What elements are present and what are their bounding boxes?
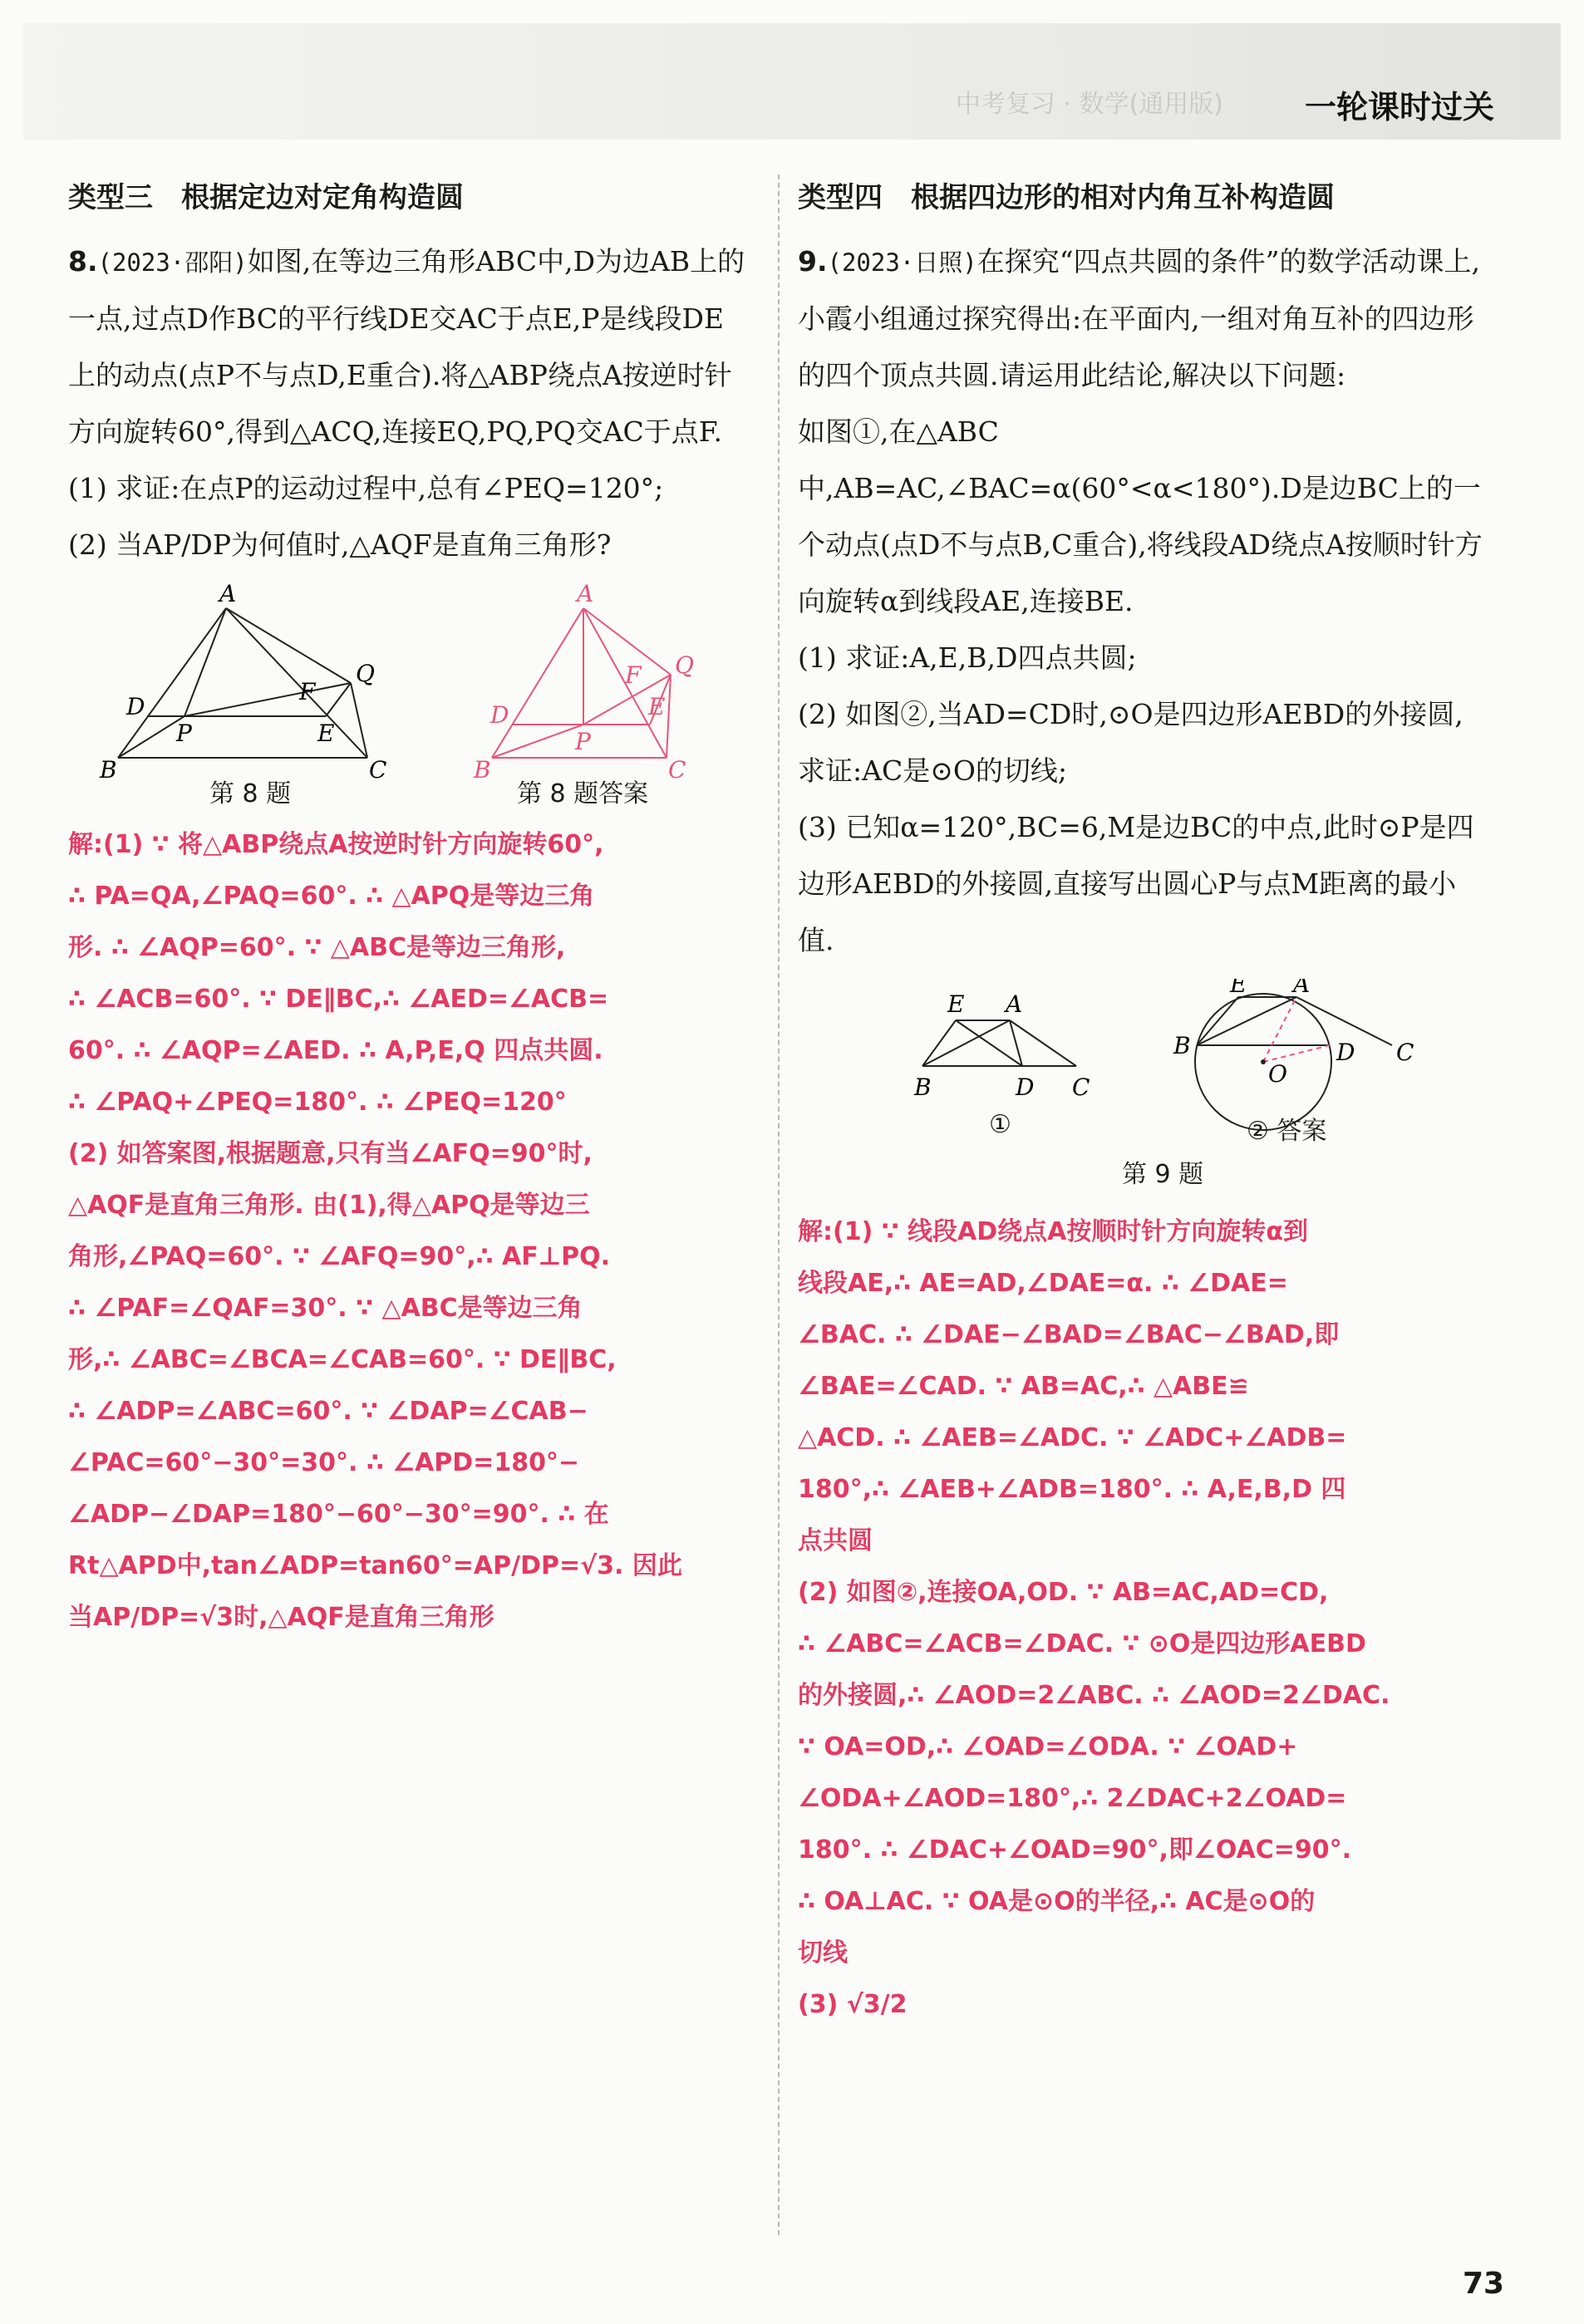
solution-line: (2) 如答案图,根据题意,只有当∠AFQ=90°时, — [68, 1139, 593, 1168]
label-E-fig1: E — [947, 990, 965, 1018]
label-A-answer: A — [577, 583, 594, 607]
solution-line: △ACD. ∴ ∠AEB=∠ADC. ∵ ∠ADC+∠ADB= — [798, 1423, 1347, 1452]
solution-line: ∴ ∠PAF=∠QAF=30°. ∵ △ABC是等边三角 — [68, 1294, 583, 1323]
question-9-figures — [798, 979, 1489, 1195]
solution-line: 180°,∴ ∠AEB+∠ADB=180°. ∴ A,E,B,D 四 — [798, 1475, 1346, 1504]
solution-line: ∴ ∠ADP=∠ABC=60°. ∵ ∠DAP=∠CAB− — [68, 1397, 588, 1426]
question-stem: 如图,在等边三角形ABC中,D为边AB上的一点,过点D作BC的平行线DE交AC于点E,P是线段DE上的动点(点P不与点D,E重合).将△ABP绕点A按逆时针方向旋转60°,得到△ACQ,连接EQ,PQ,PQ交AC于点F. — [68, 245, 745, 448]
figure-9-caption: 第 9 题 — [1122, 1160, 1204, 1189]
label-D-fig1: D — [1016, 1074, 1035, 1101]
question-number: 8. — [68, 245, 98, 278]
label-P: P — [176, 720, 192, 747]
question-part-1: (1) 求证:A,E,B,D四点共圆; — [798, 641, 1137, 674]
question-part-1: (1) 求证:在点P的运动过程中,总有∠PEQ=120°; — [68, 472, 664, 504]
label-C-fig2: C — [1396, 1039, 1414, 1066]
solution-line: 解:(1) ∵ 将△ABP绕点A按逆时针方向旋转60°, — [68, 830, 604, 859]
column-divider — [778, 174, 780, 2235]
question-stem-2: 如图①,在△ABC中,AB=AC,∠BAC=α(60°<α<180°).D是边BC上的一个动点(点D不与点B,C重合),将线段AD绕点A按顺时针方向旋转α到线段AE,连接BE. — [798, 415, 1483, 617]
question-part-2: (2) 如图②,当AD=CD时,⊙O是四边形AEBD的外接圆,求证:AC是⊙O的切线; — [798, 698, 1463, 787]
solution-line: ∠BAC. ∴ ∠DAE−∠BAD=∠BAC−∠BAD,即 — [798, 1320, 1340, 1349]
figure-9-diagrams — [798, 979, 1489, 1153]
label-E-answer: E — [648, 693, 666, 720]
question-source: (2023·邵阳) — [97, 248, 248, 277]
type-tag: 类型四 — [798, 181, 883, 214]
label-D-fig2: D — [1336, 1039, 1355, 1066]
solution-line: Rt△APD中,tan∠ADP=tan60°=AP/DP=√3. 因此 — [68, 1551, 682, 1580]
type-title: 根据四边形的相对内角互补构造圆 — [911, 181, 1335, 214]
question-8 — [68, 233, 751, 573]
solution-line: 点共圆 — [798, 1526, 873, 1555]
solution-line: ∵ OA=OD,∴ ∠OAD=∠ODA. ∵ ∠OAD+ — [798, 1732, 1298, 1761]
solution-line: ∠PAC=60°−30°=30°. ∴ ∠APD=180°− — [68, 1448, 580, 1477]
question-9 — [798, 233, 1489, 969]
header-faint-text: 中考复习 · 数学(通用版) — [956, 90, 1224, 119]
solution-line: 当AP/DP=√3时,△AQF是直角三角形 — [68, 1603, 494, 1632]
solution-line: 线段AE,∴ AE=AD,∠DAE=α. ∴ ∠DAE= — [798, 1269, 1288, 1298]
solution-line: 形. ∴ ∠AQP=60°. ∵ △ABC是等边三角形, — [68, 933, 566, 962]
label-C-fig1: C — [1072, 1074, 1090, 1101]
label-E: E — [317, 720, 335, 747]
question-source: (2023·日照) — [827, 248, 977, 277]
question-8-figures — [68, 583, 751, 808]
solution-line: ∴ ∠ACB=60°. ∵ DE∥BC,∴ ∠AED=∠ACB= — [68, 985, 609, 1014]
label-P-answer: P — [575, 728, 591, 755]
solution-9 — [798, 1206, 1489, 2031]
solution-line: 的外接圆,∴ ∠AOD=2∠ABC. ∴ ∠AOD=2∠DAC. — [798, 1681, 1390, 1710]
label-Q-answer: Q — [675, 651, 694, 679]
label-E-fig2: E — [1230, 979, 1247, 998]
solution-line: ∠ADP−∠DAP=180°−60°−30°=90°. ∴ 在 — [68, 1500, 609, 1529]
label-B-fig2: B — [1173, 1032, 1191, 1059]
solution-line: ∠ODA+∠AOD=180°,∴ 2∠DAC+2∠OAD= — [798, 1784, 1347, 1813]
solution-8 — [68, 819, 751, 1644]
label-C: C — [369, 756, 387, 784]
figure-9-two-caption: ② 答案 — [1247, 1117, 1327, 1146]
solution-line: 角形,∠PAQ=60°. ∵ ∠AFQ=90°,∴ AF⊥PQ. — [68, 1242, 611, 1271]
figure-9-one-caption: ① — [989, 1110, 1011, 1139]
type-three-heading — [68, 174, 751, 215]
question-part-2: (2) 当AP/DP为何值时,△AQF是直角三角形? — [68, 528, 612, 561]
left-column — [68, 174, 751, 1644]
label-A: A — [219, 583, 237, 607]
label-B: B — [100, 756, 117, 784]
solution-line: ∴ ∠ABC=∠ACB=∠DAC. ∵ ⊙O是四边形AEBD — [798, 1629, 1366, 1658]
figure-8-diagrams — [68, 583, 751, 808]
solution-line: 60°. ∴ ∠AQP=∠AED. ∴ A,P,E,Q 四点共圆. — [68, 1036, 603, 1065]
type-title: 根据定边对定角构造圆 — [181, 181, 464, 214]
figure-8-answer-caption: 第 8 题答案 — [517, 779, 649, 808]
solution-line: 切线 — [798, 1938, 848, 1968]
label-C-answer: C — [668, 756, 686, 784]
label-Q: Q — [356, 660, 375, 687]
solution-line: △AQF是直角三角形. 由(1),得△APQ是等边三 — [68, 1191, 590, 1220]
figure-8-caption: 第 8 题 — [209, 779, 292, 808]
right-column — [798, 174, 1489, 2031]
solution-line: ∴ PA=QA,∠PAQ=60°. ∴ △APQ是等边三角 — [68, 882, 595, 911]
solution-line: (2) 如图②,连接OA,OD. ∵ AB=AC,AD=CD, — [798, 1578, 1329, 1607]
solution-line: ∴ OA⊥AC. ∵ OA是⊙O的半径,∴ AC是⊙O的 — [798, 1887, 1316, 1916]
page-number: 73 — [1463, 2267, 1505, 2301]
label-B-fig1: B — [914, 1074, 932, 1101]
header-title: 一轮课时过关 — [1305, 89, 1495, 125]
solution-line: 形,∴ ∠ABC=∠BCA=∠CAB=60°. ∵ DE∥BC, — [68, 1345, 617, 1374]
label-A-fig2: A — [1293, 979, 1311, 998]
label-F: F — [299, 678, 316, 705]
solution-line: (3) √3/2 — [798, 1990, 908, 2019]
solution-line: ∴ ∠PAQ+∠PEQ=180°. ∴ ∠PEQ=120° — [68, 1088, 567, 1117]
label-D-answer: D — [490, 701, 509, 729]
question-part-3: (3) 已知α=120°,BC=6,M是边BC的中点,此时⊙P是四边形AEBD的外接圆,直接写出圆心P与点M距离的最小值. — [798, 811, 1474, 956]
solution-line: ∠BAE=∠CAD. ∵ AB=AC,∴ △ABE≌ — [798, 1372, 1249, 1401]
label-B-answer: B — [474, 756, 491, 784]
question-stem: 在探究“四点共圆的条件”的数学活动课上,小霞小组通过探究得出:在平面内,一组对角互补的四边形的四个顶点共圆.请运用此结论,解决以下问题: — [798, 245, 1480, 391]
label-O-fig2: O — [1268, 1060, 1287, 1088]
type-four-heading — [798, 174, 1489, 215]
label-D: D — [126, 693, 145, 720]
question-number: 9. — [798, 245, 828, 278]
label-F-answer: F — [625, 661, 642, 689]
label-A-fig1: A — [1006, 990, 1023, 1018]
type-tag: 类型三 — [68, 181, 153, 214]
solution-line: 解:(1) ∵ 线段AD绕点A按顺时针方向旋转α到 — [798, 1217, 1309, 1246]
figure-9-one — [922, 1020, 1076, 1066]
solution-line: 180°. ∴ ∠DAC+∠OAD=90°,即∠OAC=90°. — [798, 1835, 1352, 1865]
